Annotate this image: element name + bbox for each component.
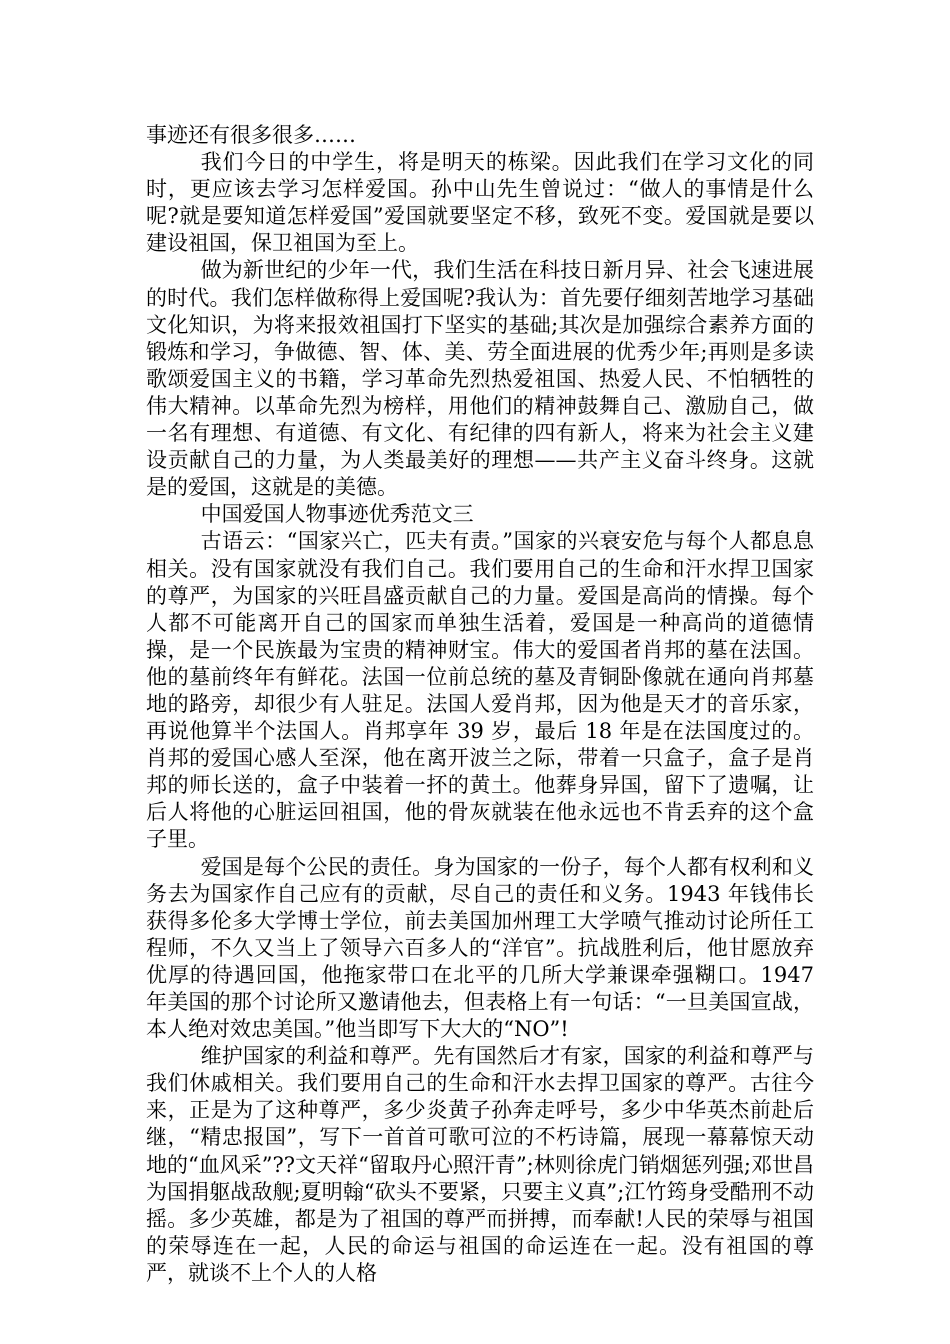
paragraph: 做为新世纪的少年一代，我们生活在科技日新月异、社会飞速进展的时代。我们怎样做称得上爱国呢?我认为：首先要仔细刻苦地学习基础文化知识，为将来报效祖国打下坚实的基础;其次是加强综合素养方面的锻炼和学习，争做德、智、体、美、劳全面进展的优秀少年;再则是多读歌颂爱国主义的书籍，学习革命先烈热爱祖国、热爱人民、不怕牺牲的伟大精神。以革命先烈为榜样，用他们的精神鼓舞自己、激励自己，做一名有理想、有道德、有文化、有纪律的四有新人，将来为社会主义建设贡献自己的力量，为人类最美好的理想——共产主义奋斗终身。这就是的爱国，这就是的美德。 [146,258,814,500]
paragraph: 古语云：“国家兴亡，匹夫有责。”国家的兴衰安危与每个人都息息相关。没有国家就没有我们自己。我们要用自己的生命和汗水捍卫国家的尊严，为国家的兴旺昌盛贡献自己的力量。爱国是高尚的情操。每个人都不可能离开自己的国家而单独生活着，爱国是一种高尚的道德情操，是一个民族最为宝贵的精神财宝。伟大的爱国者肖邦的墓在法国。他的墓前终年有鲜花。法国一位前总统的墓及青铜卧像就在通向肖邦墓地的路旁，却很少有人驻足。法国人爱肖邦，因为他是天才的音乐家，再说他算半个法国人。肖邦享年 39 岁，最后 18 年是在法国度过的。肖邦的爱国心感人至深，他在离开波兰之际，带着一只盒子，盒子是肖邦的师长送的，盒子中装着一抔的黄土。他葬身异国，留下了遗嘱，让后人将他的心脏运回祖国，他的骨灰就装在他永远也不肯丢弃的这个盒子里。 [146,529,814,852]
paragraph-continuation: 事迹还有很多很多…… [146,123,356,147]
document-body [146,122,814,1287]
paragraph: 我们今日的中学生，将是明天的栋梁。因此我们在学习文化的同时，更应该去学习怎样爱国。孙中山先生曾说过：“做人的事情是什么呢?就是要知道怎样爱国”爱国就要坚定不移，致死不变。爱国就是要以建设祖国，保卫祖国为至上。 [146,150,814,256]
section-heading: 中国爱国人物事迹优秀范文三 [200,502,474,527]
paragraph: 维护国家的利益和尊严。先有国然后才有家，国家的利益和尊严与我们休戚相关。我们要用自己的生命和汗水去捍卫国家的尊严。古往今来，正是为了这种尊严，多少炎黄子孙奔走呼号，多少中华英杰前赴后继，“精忠报国”，写下一首首可歌可泣的不朽诗篇，展现一幕幕惊天动地的“血风采”??文天祥“留取丹心照汗青”;林则徐虎门销烟惩列强;邓世昌为国捐躯战敌舰;夏明翰“砍头不要紧，只要主义真”;江竹筠身受酷刑不动摇。多少英雄，都是为了祖国的尊严而拼搏，而奉献!人民的荣辱与祖国的荣辱连在一起，人民的命运与祖国的命运连在一起。没有祖国的尊严，就谈不上个人的人格 [146,1044,814,1285]
paragraph: 爱国是每个公民的责任。身为国家的一份子，每个人都有权利和义务去为国家作自己应有的贡献，尽自己的责任和义务。1943 年钱伟长获得多伦多大学博士学位，前去美国加州理工大学喷气推动讨论所任工程师，不久又当上了领导六百多人的“洋官”。抗战胜利后，他甘愿放弃优厚的待遇回国，他拖家带口在北平的几所大学兼课牵强糊口。1947 年美国的那个讨论所又邀请他去，但表格上有一句话：“一旦美国宣战，本人绝对效忠美国。”他当即写下大大的“NO”! [146,854,814,1042]
